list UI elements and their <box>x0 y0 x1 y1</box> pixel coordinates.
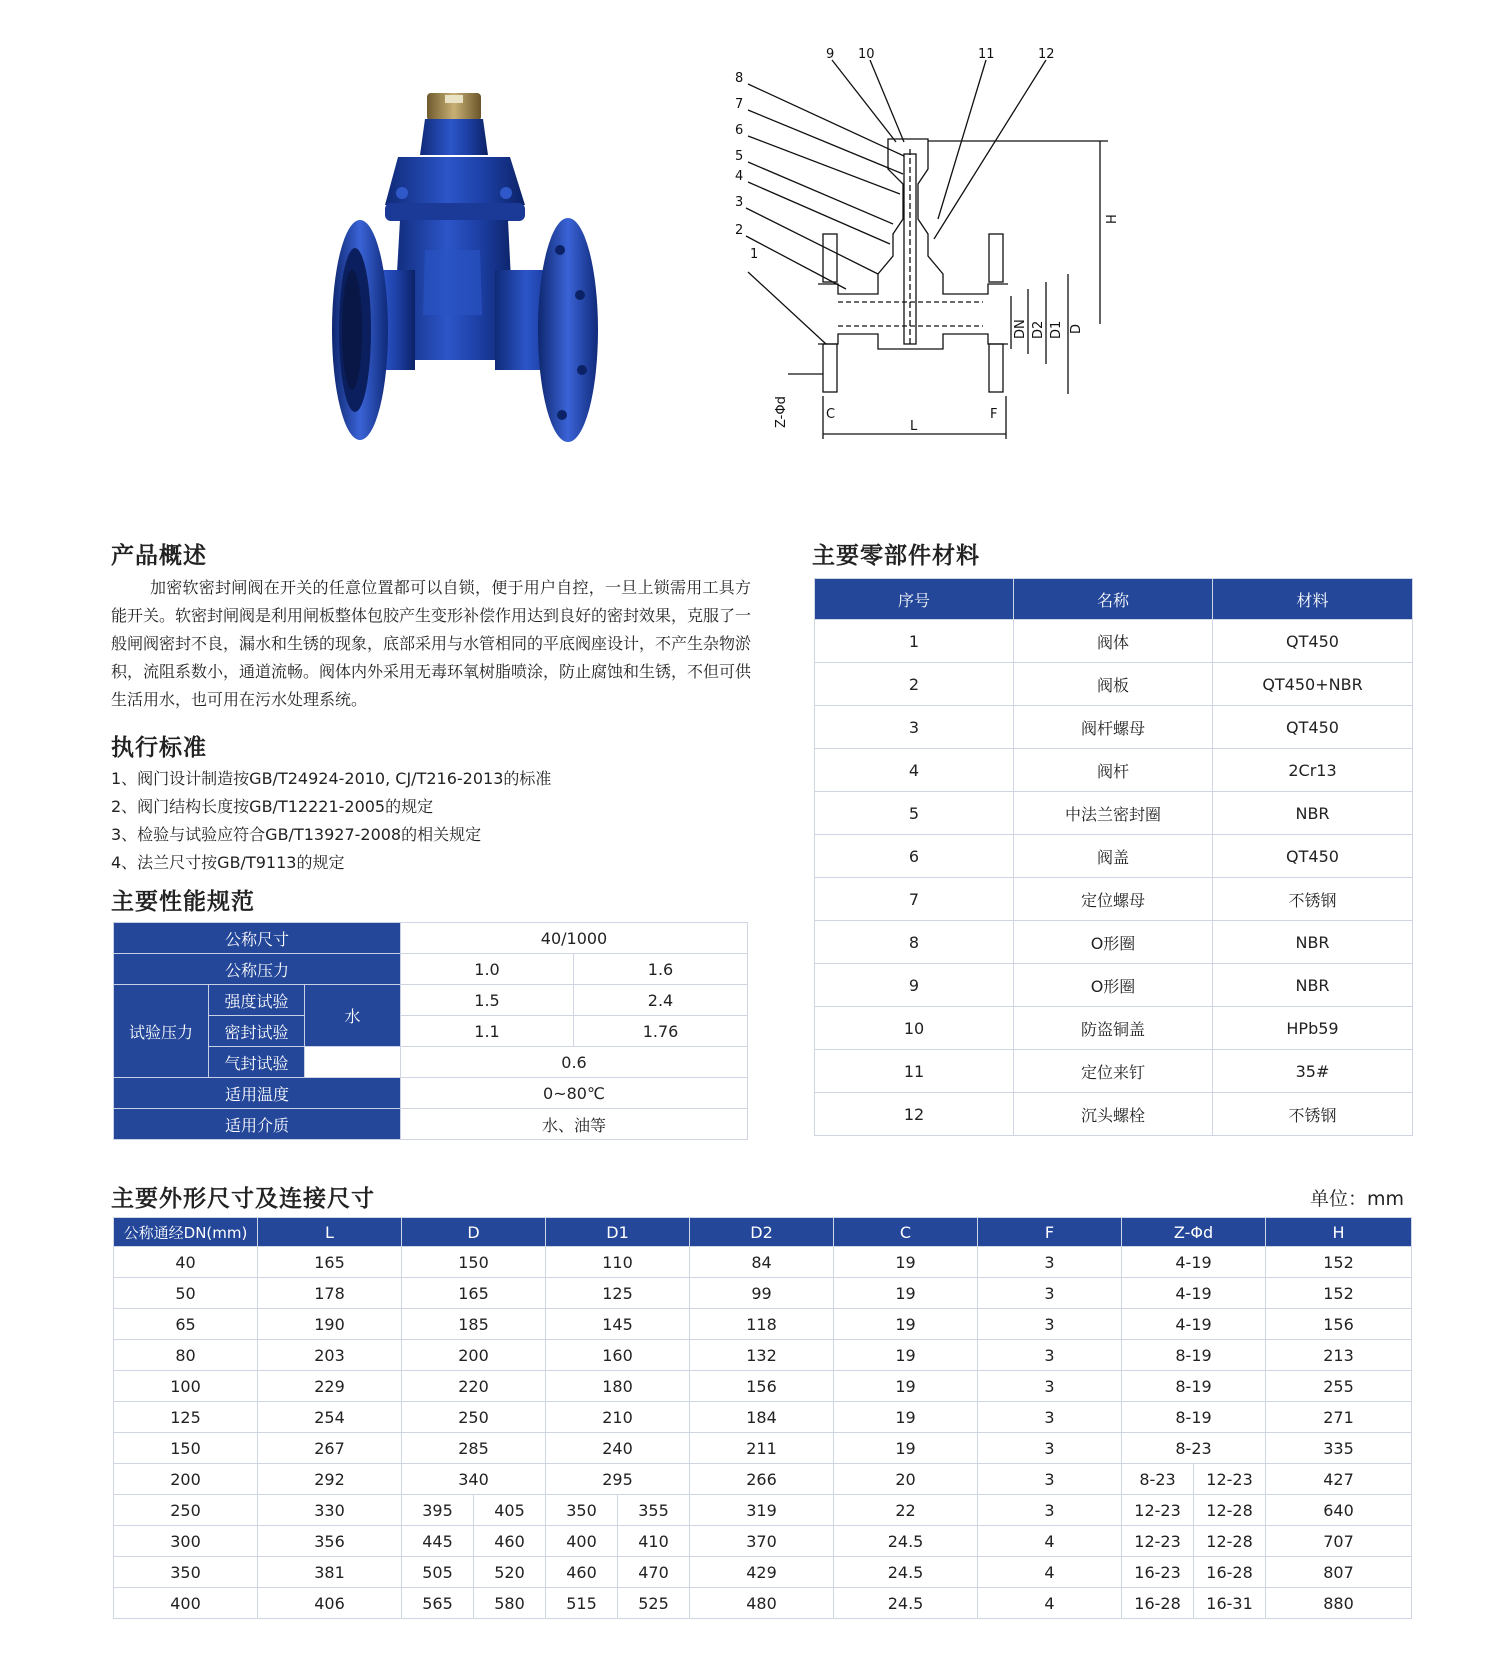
table-cell: 165 <box>258 1247 402 1278</box>
overview-title: 产品概述 <box>111 543 207 569</box>
standard-item: 2、阀门结构长度按GB/T12221-2005的规定 <box>111 797 434 816</box>
standard-item: 4、法兰尺寸按GB/T9113的规定 <box>111 853 345 872</box>
table-cell: 580 <box>474 1588 546 1619</box>
table-cell: 150 <box>114 1433 258 1464</box>
air-test-value: 0.6 <box>401 1047 748 1078</box>
nominal-pressure-label: 公称压力 <box>114 954 401 985</box>
valve-product-photo <box>330 85 620 485</box>
dim-D: D <box>1069 323 1084 334</box>
table-cell: 271 <box>1266 1402 1412 1433</box>
table-cell: 6 <box>815 835 1014 878</box>
table-cell: 515 <box>546 1588 618 1619</box>
table-cell: 定位来钉 <box>1014 1050 1213 1093</box>
table-cell: 400 <box>546 1526 618 1557</box>
table-cell: 阀板 <box>1014 663 1213 706</box>
table-cell: 35# <box>1213 1050 1413 1093</box>
table-cell: 4 <box>978 1526 1122 1557</box>
dim-header-h: H <box>1266 1218 1412 1247</box>
table-row <box>815 878 1413 921</box>
unit-label: 单位：mm <box>1310 1188 1405 1210</box>
nominal-size-label: 公称尺寸 <box>114 923 401 954</box>
table-row <box>114 1433 1412 1464</box>
table-cell: 100 <box>114 1371 258 1402</box>
table-row <box>815 1093 1413 1136</box>
table-cell: 80 <box>114 1340 258 1371</box>
table-cell: 不锈钢 <box>1213 878 1413 921</box>
table-cell: 520 <box>474 1557 546 1588</box>
table-cell: 240 <box>546 1433 690 1464</box>
dim-header-f: F <box>978 1218 1122 1247</box>
table-cell: 405 <box>474 1495 546 1526</box>
callout-11: 11 <box>978 47 995 62</box>
dim-D2: D2 <box>1031 320 1046 339</box>
dim-Z: Z-Φd <box>774 396 789 428</box>
table-cell: 7 <box>815 878 1014 921</box>
table-cell: 12-28 <box>1194 1495 1266 1526</box>
dim-DN: DN <box>1013 319 1028 339</box>
table-cell: 355 <box>618 1495 690 1526</box>
table-cell: 99 <box>690 1278 834 1309</box>
materials-table <box>814 578 1413 1136</box>
table-row <box>815 792 1413 835</box>
table-cell: 4 <box>815 749 1014 792</box>
table-cell: 429 <box>690 1557 834 1588</box>
strength-value: 2.4 <box>574 985 748 1016</box>
table-cell: 178 <box>258 1278 402 1309</box>
table-cell: 3 <box>978 1340 1122 1371</box>
table-cell: 340 <box>402 1464 546 1495</box>
table-cell: 118 <box>690 1309 834 1340</box>
valve-section-drawing <box>728 44 1128 444</box>
table-cell: 125 <box>114 1402 258 1433</box>
table-cell: 19 <box>834 1278 978 1309</box>
table-cell: 阀体 <box>1014 620 1213 663</box>
table-cell: NBR <box>1213 792 1413 835</box>
table-cell: 9 <box>815 964 1014 1007</box>
callout-12: 12 <box>1038 47 1055 62</box>
table-cell: 8-23 <box>1122 1464 1194 1495</box>
standards-title: 执行标准 <box>111 735 207 761</box>
table-cell: 19 <box>834 1371 978 1402</box>
table-cell: 65 <box>114 1309 258 1340</box>
standard-item: 1、阀门设计制造按GB/T24924-2010, CJ/T216-2013的标准 <box>111 769 552 788</box>
table-cell: 319 <box>690 1495 834 1526</box>
table-cell: 400 <box>114 1588 258 1619</box>
table-cell: 8-19 <box>1122 1340 1266 1371</box>
table-cell: 156 <box>690 1371 834 1402</box>
table-cell: 4-19 <box>1122 1309 1266 1340</box>
dim-header-z: Z-Φd <box>1122 1218 1266 1247</box>
table-cell: 370 <box>690 1526 834 1557</box>
table-cell: 1 <box>815 620 1014 663</box>
callout-1: 1 <box>750 247 759 262</box>
table-cell: 4-19 <box>1122 1278 1266 1309</box>
callout-9: 9 <box>826 47 835 62</box>
table-cell: 110 <box>546 1247 690 1278</box>
table-cell: 470 <box>618 1557 690 1588</box>
table-cell: 525 <box>618 1588 690 1619</box>
table-cell: 292 <box>258 1464 402 1495</box>
table-cell: NBR <box>1213 921 1413 964</box>
callout-4: 4 <box>735 169 744 184</box>
table-row <box>815 921 1413 964</box>
table-cell: 40 <box>114 1247 258 1278</box>
callout-2: 2 <box>735 223 744 238</box>
dim-header-d1: D1 <box>546 1218 690 1247</box>
table-cell: 210 <box>546 1402 690 1433</box>
table-cell: 24.5 <box>834 1557 978 1588</box>
seal-test-label: 密封试验 <box>209 1016 305 1047</box>
callout-3: 3 <box>735 195 744 210</box>
table-cell: NBR <box>1213 964 1413 1007</box>
dim-header-d: D <box>402 1218 546 1247</box>
table-cell: 220 <box>402 1371 546 1402</box>
table-cell: 180 <box>546 1371 690 1402</box>
table-cell: 880 <box>1266 1588 1412 1619</box>
table-cell: 阀盖 <box>1014 835 1213 878</box>
overview-paragraph: 加密软密封闸阀在开关的任意位置都可以自锁，便于用户自控，一旦上锁需用工具方能开关。软密封闸阀是利用闸板整体包胶产生变形补偿作用达到良好的密封效果，克服了一般闸阀密封不良，漏水和生锈的现象，底部采用与水管相同的平底阀座设计，不产生杂物淤积，流阻系数小，通道流畅。阀体内外采用无毒环氧树脂喷涂，防止腐蚀和生锈，不但可供生活用水，也可用在污水处理系统。 <box>111 578 752 709</box>
table-cell: 4-19 <box>1122 1247 1266 1278</box>
seal-value: 1.1 <box>401 1016 574 1047</box>
table-row <box>114 1309 1412 1340</box>
table-cell: 4 <box>978 1588 1122 1619</box>
dim-header-dn: 公称通经DN(mm) <box>114 1218 258 1247</box>
table-cell: 807 <box>1266 1557 1412 1588</box>
dim-D1: D1 <box>1049 320 1064 339</box>
table-row <box>815 835 1413 878</box>
materials-title: 主要零部件材料 <box>812 543 980 569</box>
table-cell: 254 <box>258 1402 402 1433</box>
table-cell: 152 <box>1266 1247 1412 1278</box>
table-row <box>815 1050 1413 1093</box>
table-cell: 19 <box>834 1433 978 1464</box>
table-cell: 24.5 <box>834 1526 978 1557</box>
table-cell: 200 <box>114 1464 258 1495</box>
table-cell: 395 <box>402 1495 474 1526</box>
table-cell: 200 <box>402 1340 546 1371</box>
table-row <box>114 1278 1412 1309</box>
callout-8: 8 <box>735 71 744 86</box>
table-cell: O形圈 <box>1014 964 1213 1007</box>
medium-value: 水、油等 <box>401 1109 748 1140</box>
strength-value: 1.5 <box>401 985 574 1016</box>
strength-test-label: 强度试验 <box>209 985 305 1016</box>
table-cell: 229 <box>258 1371 402 1402</box>
temp-value: 0~80℃ <box>401 1078 748 1109</box>
table-cell: 145 <box>546 1309 690 1340</box>
table-cell: 350 <box>546 1495 618 1526</box>
table-cell: 406 <box>258 1588 402 1619</box>
table-cell: 125 <box>546 1278 690 1309</box>
table-cell: 16-31 <box>1194 1588 1266 1619</box>
table-cell: 445 <box>402 1526 474 1557</box>
table-cell: QT450 <box>1213 620 1413 663</box>
table-row <box>114 1402 1412 1433</box>
table-cell: 640 <box>1266 1495 1412 1526</box>
table-row <box>114 1495 1412 1526</box>
table-row <box>114 1340 1412 1371</box>
table-cell: 3 <box>978 1278 1122 1309</box>
table-cell: 8-19 <box>1122 1402 1266 1433</box>
table-cell: QT450+NBR <box>1213 663 1413 706</box>
table-cell: 295 <box>546 1464 690 1495</box>
table-cell: 3 <box>978 1433 1122 1464</box>
table-row <box>815 1007 1413 1050</box>
table-row <box>114 1526 1412 1557</box>
table-row <box>114 1464 1412 1495</box>
table-cell: 19 <box>834 1309 978 1340</box>
callout-6: 6 <box>735 123 744 138</box>
table-cell: 不锈钢 <box>1213 1093 1413 1136</box>
table-cell: 480 <box>690 1588 834 1619</box>
table-cell: 11 <box>815 1050 1014 1093</box>
performance-table <box>113 922 748 1140</box>
standards-list <box>111 765 751 877</box>
table-cell: 16-28 <box>1122 1588 1194 1619</box>
table-cell: 19 <box>834 1340 978 1371</box>
table-cell: 12-28 <box>1194 1526 1266 1557</box>
table-cell: 16-28 <box>1194 1557 1266 1588</box>
table-cell: O形圈 <box>1014 921 1213 964</box>
table-cell: 8 <box>815 921 1014 964</box>
table-cell: 285 <box>402 1433 546 1464</box>
nominal-pressure-value: 1.0 <box>401 954 574 985</box>
table-cell: 300 <box>114 1526 258 1557</box>
table-cell: 707 <box>1266 1526 1412 1557</box>
table-cell: 3 <box>978 1371 1122 1402</box>
table-cell: 12-23 <box>1122 1495 1194 1526</box>
table-cell: 防盗铜盖 <box>1014 1007 1213 1050</box>
table-cell: 460 <box>474 1526 546 1557</box>
dim-header-l: L <box>258 1218 402 1247</box>
table-cell: 3 <box>978 1402 1122 1433</box>
table-cell: 160 <box>546 1340 690 1371</box>
air-test-label: 气封试验 <box>209 1047 305 1078</box>
table-cell: 50 <box>114 1278 258 1309</box>
dim-C: C <box>826 407 836 422</box>
table-cell: 定位螺母 <box>1014 878 1213 921</box>
table-cell: 16-23 <box>1122 1557 1194 1588</box>
table-cell: 12 <box>815 1093 1014 1136</box>
dim-F: F <box>990 407 998 422</box>
table-cell: 20 <box>834 1464 978 1495</box>
table-cell: 中法兰密封圈 <box>1014 792 1213 835</box>
test-pressure-label: 试验压力 <box>114 985 209 1078</box>
table-cell: 12-23 <box>1194 1464 1266 1495</box>
table-cell: 5 <box>815 792 1014 835</box>
materials-header-no: 序号 <box>815 579 1014 620</box>
callout-10: 10 <box>858 47 875 62</box>
materials-header-material: 材料 <box>1213 579 1413 620</box>
medium-label: 适用介质 <box>114 1109 401 1140</box>
table-row <box>114 1588 1412 1619</box>
materials-header-name: 名称 <box>1014 579 1213 620</box>
table-cell: 266 <box>690 1464 834 1495</box>
table-cell: 150 <box>402 1247 546 1278</box>
table-row <box>114 1247 1412 1278</box>
table-row <box>815 964 1413 1007</box>
table-cell: 3 <box>978 1495 1122 1526</box>
table-cell: 8-23 <box>1122 1433 1266 1464</box>
table-row <box>114 1557 1412 1588</box>
table-cell: 10 <box>815 1007 1014 1050</box>
table-cell: 84 <box>690 1247 834 1278</box>
table-cell: 8-19 <box>1122 1371 1266 1402</box>
table-cell: 184 <box>690 1402 834 1433</box>
table-cell: 410 <box>618 1526 690 1557</box>
table-cell: 阀杆 <box>1014 749 1213 792</box>
table-cell: 211 <box>690 1433 834 1464</box>
table-cell: 213 <box>1266 1340 1412 1371</box>
table-cell: 阀杆螺母 <box>1014 706 1213 749</box>
table-cell: 565 <box>402 1588 474 1619</box>
table-cell: 203 <box>258 1340 402 1371</box>
table-cell: 3 <box>978 1309 1122 1340</box>
table-cell: 330 <box>258 1495 402 1526</box>
table-cell: 22 <box>834 1495 978 1526</box>
table-cell: 2Cr13 <box>1213 749 1413 792</box>
table-cell: 24.5 <box>834 1588 978 1619</box>
table-cell: 267 <box>258 1433 402 1464</box>
nominal-pressure-value: 1.6 <box>574 954 748 985</box>
table-cell: 250 <box>114 1495 258 1526</box>
table-cell: 3 <box>815 706 1014 749</box>
callout-5: 5 <box>735 149 744 164</box>
table-cell: 4 <box>978 1557 1122 1588</box>
nominal-size-value: 40/1000 <box>401 923 748 954</box>
medium-water-label: 水 <box>305 985 401 1047</box>
table-cell: 427 <box>1266 1464 1412 1495</box>
dim-header-c: C <box>834 1218 978 1247</box>
table-cell: 190 <box>258 1309 402 1340</box>
table-cell: 3 <box>978 1247 1122 1278</box>
table-cell: 185 <box>402 1309 546 1340</box>
performance-title: 主要性能规范 <box>111 889 255 915</box>
dim-L: L <box>910 419 918 434</box>
table-cell: 505 <box>402 1557 474 1588</box>
seal-value: 1.76 <box>574 1016 748 1047</box>
table-row <box>815 663 1413 706</box>
table-cell: 165 <box>402 1278 546 1309</box>
table-row <box>114 1371 1412 1402</box>
table-cell: 350 <box>114 1557 258 1588</box>
table-cell: QT450 <box>1213 706 1413 749</box>
table-row <box>815 620 1413 663</box>
table-row <box>815 749 1413 792</box>
table-row <box>815 706 1413 749</box>
table-cell: QT450 <box>1213 835 1413 878</box>
table-cell: HPb59 <box>1213 1007 1413 1050</box>
table-cell: 335 <box>1266 1433 1412 1464</box>
temp-label: 适用温度 <box>114 1078 401 1109</box>
table-cell: 255 <box>1266 1371 1412 1402</box>
table-cell: 156 <box>1266 1309 1412 1340</box>
table-cell: 3 <box>978 1464 1122 1495</box>
dim-header-d2: D2 <box>690 1218 834 1247</box>
table-cell: 沉头螺栓 <box>1014 1093 1213 1136</box>
table-cell: 19 <box>834 1247 978 1278</box>
table-cell: 460 <box>546 1557 618 1588</box>
table-cell: 19 <box>834 1402 978 1433</box>
dimensions-title: 主要外形尺寸及连接尺寸 <box>111 1186 375 1212</box>
callout-7: 7 <box>735 97 744 112</box>
table-cell: 2 <box>815 663 1014 706</box>
dim-H: H <box>1105 214 1120 224</box>
table-cell: 381 <box>258 1557 402 1588</box>
table-cell: 356 <box>258 1526 402 1557</box>
table-cell: 12-23 <box>1122 1526 1194 1557</box>
table-cell: 152 <box>1266 1278 1412 1309</box>
table-cell: 250 <box>402 1402 546 1433</box>
dimensions-table <box>113 1217 1412 1619</box>
standard-item: 3、检验与试验应符合GB/T13927-2008的相关规定 <box>111 825 482 844</box>
table-cell: 132 <box>690 1340 834 1371</box>
